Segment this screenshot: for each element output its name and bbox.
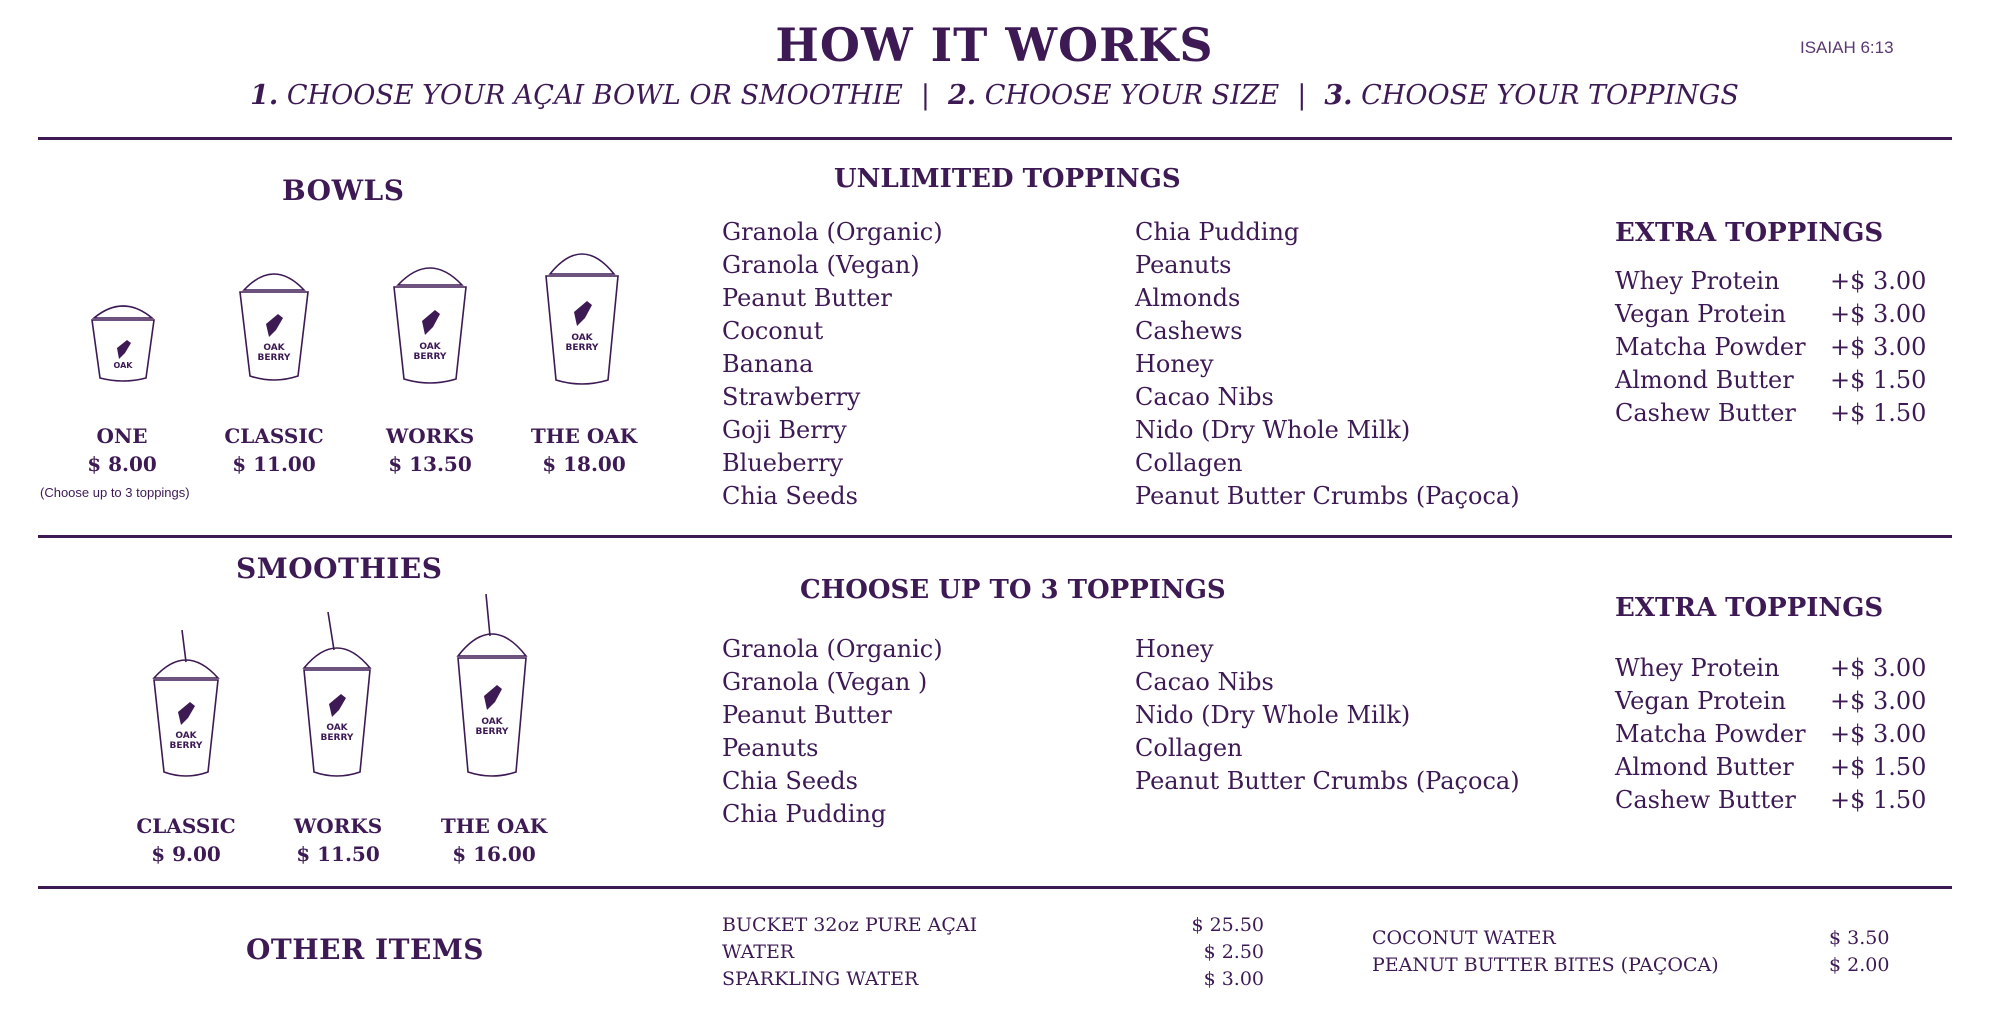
extra-row (1615, 298, 1926, 331)
other-items-left (722, 912, 1264, 993)
other-item-row (722, 966, 1264, 993)
svg-text:OAK: OAK (419, 342, 441, 352)
smoothies-toppings-col2 (1135, 633, 1520, 798)
extra-row (1615, 364, 1926, 397)
bowls-extras-list (1615, 265, 1926, 430)
svg-text:BERRY: BERRY (475, 727, 509, 737)
topping-item: Nido (Dry Whole Milk) (1135, 701, 1411, 729)
extra-row (1615, 751, 1926, 784)
extra-price: +$ 1.50 (1830, 753, 1927, 781)
bowl-size-one[interactable] (52, 422, 192, 478)
size-price: $ 13.50 (388, 452, 472, 476)
bowls-title: BOWLS (282, 174, 405, 207)
extra-row (1615, 784, 1926, 817)
extra-name: Almond Butter (1615, 753, 1794, 781)
other-item-row (722, 939, 1264, 966)
step-2-text: CHOOSE YOUR SIZE (984, 80, 1280, 111)
topping-item: Almonds (1135, 284, 1241, 312)
size-name: ONE (96, 424, 148, 448)
divider (38, 137, 1952, 140)
smoothies-toppings-col1 (722, 633, 943, 831)
size-price: $ 11.50 (296, 842, 380, 866)
bowl-cup-works-icon (390, 255, 470, 387)
other-item-row (1372, 952, 1889, 979)
extra-name: Vegan Protein (1615, 300, 1787, 328)
extra-name: Cashew Butter (1615, 786, 1796, 814)
smoothies-extras-list (1615, 652, 1926, 817)
other-item-row (1372, 925, 1889, 952)
bowls-extra-title: EXTRA TOPPINGS (1615, 218, 1884, 248)
size-name: THE OAK (530, 424, 638, 448)
topping-item: Granola (Organic) (722, 218, 943, 246)
topping-item: Chia Pudding (722, 800, 887, 828)
item-price: $ 3.50 (1829, 927, 1890, 949)
topping-item: Goji Berry (722, 416, 847, 444)
topping-item: Blueberry (722, 449, 844, 477)
size-price: $ 8.00 (87, 452, 157, 476)
svg-text:OAK: OAK (113, 361, 133, 370)
topping-item: Granola (Vegan) (722, 251, 920, 279)
other-item-row (722, 912, 1264, 939)
extra-price: +$ 3.00 (1830, 654, 1927, 682)
extra-row (1615, 652, 1926, 685)
size-price: $ 11.00 (232, 452, 316, 476)
extra-row (1615, 331, 1926, 364)
smoothie-size-works[interactable] (268, 812, 408, 868)
smoothies-extra-title: EXTRA TOPPINGS (1615, 593, 1884, 623)
smoothies-title: SMOOTHIES (236, 552, 443, 585)
other-items-right (1372, 925, 1889, 979)
divider (38, 535, 1952, 538)
bowl-cup-classic-icon (236, 262, 312, 384)
item-price: $ 2.00 (1829, 954, 1890, 976)
divider (38, 886, 1952, 889)
item-price: $ 3.00 (1203, 968, 1264, 990)
topping-item: Banana (722, 350, 814, 378)
topping-item: Strawberry (722, 383, 861, 411)
topping-item: Chia Seeds (722, 767, 858, 795)
bowls-toppings-col2 (1135, 216, 1520, 513)
size-name: THE OAK (440, 814, 548, 838)
topping-item: Cacao Nibs (1135, 383, 1274, 411)
topping-item: Chia Pudding (1135, 218, 1300, 246)
size-name: WORKS (293, 814, 383, 838)
extra-row (1615, 265, 1926, 298)
svg-text:OAK: OAK (263, 343, 285, 353)
svg-text:BERRY: BERRY (169, 741, 203, 751)
topping-item: Honey (1135, 635, 1214, 663)
topping-item: Peanut Butter Crumbs (Paçoca) (1135, 482, 1520, 510)
extra-price: +$ 3.00 (1830, 333, 1927, 361)
extra-price: +$ 1.50 (1830, 399, 1927, 427)
step-2-number: 2. (947, 80, 977, 111)
extra-price: +$ 3.00 (1830, 300, 1927, 328)
topping-item: Cacao Nibs (1135, 668, 1274, 696)
steps-line (0, 80, 1989, 111)
svg-text:OAK: OAK (326, 723, 348, 733)
step-separator: | (920, 80, 930, 111)
topping-item: Granola (Organic) (722, 635, 943, 663)
item-name: WATER (722, 941, 795, 963)
svg-text:OAK: OAK (175, 731, 197, 741)
svg-text:OAK: OAK (571, 333, 593, 343)
topping-item: Peanut Butter (722, 701, 892, 729)
item-price: $ 2.50 (1203, 941, 1264, 963)
verse-reference: ISAIAH 6:13 (1800, 38, 1894, 57)
extra-row (1615, 397, 1926, 430)
smoothie-cup-works-icon (298, 612, 376, 780)
svg-text:BERRY: BERRY (413, 352, 447, 362)
extra-row (1615, 685, 1926, 718)
bowls-toppings-col1 (722, 216, 943, 513)
step-separator: | (1297, 80, 1307, 111)
topping-item: Chia Seeds (722, 482, 858, 510)
size-price: $ 9.00 (151, 842, 221, 866)
extra-price: +$ 3.00 (1830, 687, 1927, 715)
step-3-text: CHOOSE YOUR TOPPINGS (1361, 80, 1739, 111)
extra-name: Whey Protein (1615, 267, 1780, 295)
extra-name: Almond Butter (1615, 366, 1794, 394)
item-price: $ 25.50 (1191, 914, 1264, 936)
size-name: CLASSIC (136, 814, 236, 838)
svg-text:BERRY: BERRY (257, 353, 291, 363)
extra-name: Cashew Butter (1615, 399, 1796, 427)
extra-name: Vegan Protein (1615, 687, 1787, 715)
svg-text:OAK: OAK (481, 717, 503, 727)
smoothies-toppings-title: CHOOSE UP TO 3 TOPPINGS (800, 575, 1226, 605)
svg-text:BERRY: BERRY (565, 343, 599, 353)
extra-price: +$ 1.50 (1830, 366, 1927, 394)
topping-item: Peanut Butter Crumbs (Paçoca) (1135, 767, 1520, 795)
item-name: COCONUT WATER (1372, 927, 1556, 949)
bowl-size-classic[interactable] (204, 422, 344, 478)
bowl-size-the-oak[interactable] (514, 422, 654, 478)
smoothie-cup-the-oak-icon (452, 594, 532, 780)
bowl-note: (Choose up to 3 toppings) (40, 485, 190, 500)
bowl-size-works[interactable] (360, 422, 500, 478)
item-name: PEANUT BUTTER BITES (PAÇOCA) (1372, 954, 1719, 976)
extra-name: Matcha Powder (1615, 333, 1806, 361)
topping-item: Cashews (1135, 317, 1243, 345)
topping-item: Granola (Vegan ) (722, 668, 928, 696)
extra-price: +$ 1.50 (1830, 786, 1927, 814)
smoothie-size-the-oak[interactable] (424, 812, 564, 868)
topping-item: Nido (Dry Whole Milk) (1135, 416, 1411, 444)
bowls-toppings-title: UNLIMITED TOPPINGS (834, 164, 1181, 194)
extra-name: Matcha Powder (1615, 720, 1806, 748)
size-name: WORKS (385, 424, 475, 448)
topping-item: Peanut Butter (722, 284, 892, 312)
topping-item: Peanuts (1135, 251, 1232, 279)
size-price: $ 18.00 (542, 452, 626, 476)
extra-row (1615, 718, 1926, 751)
page-title: HOW IT WORKS (775, 18, 1214, 72)
bowl-cup-one-icon (88, 296, 158, 384)
extra-price: +$ 3.00 (1830, 267, 1927, 295)
topping-item: Collagen (1135, 449, 1243, 477)
extra-price: +$ 3.00 (1830, 720, 1927, 748)
step-3-number: 3. (1324, 80, 1353, 111)
topping-item: Collagen (1135, 734, 1243, 762)
topping-item: Coconut (722, 317, 824, 345)
step-1-number: 1. (250, 80, 279, 111)
bowl-cup-the-oak-icon (542, 240, 622, 388)
step-1-text: CHOOSE YOUR AÇAI BOWL OR SMOOTHIE (286, 80, 903, 111)
svg-text:BERRY: BERRY (320, 733, 354, 743)
item-name: BUCKET 32oz PURE AÇAI (722, 914, 978, 936)
size-name: CLASSIC (224, 424, 324, 448)
other-items-title: OTHER ITEMS (246, 933, 485, 966)
item-name: SPARKLING WATER (722, 968, 919, 990)
topping-item: Honey (1135, 350, 1214, 378)
extra-name: Whey Protein (1615, 654, 1780, 682)
topping-item: Peanuts (722, 734, 819, 762)
smoothie-size-classic[interactable] (116, 812, 256, 868)
size-price: $ 16.00 (452, 842, 536, 866)
smoothie-cup-classic-icon (148, 630, 224, 780)
